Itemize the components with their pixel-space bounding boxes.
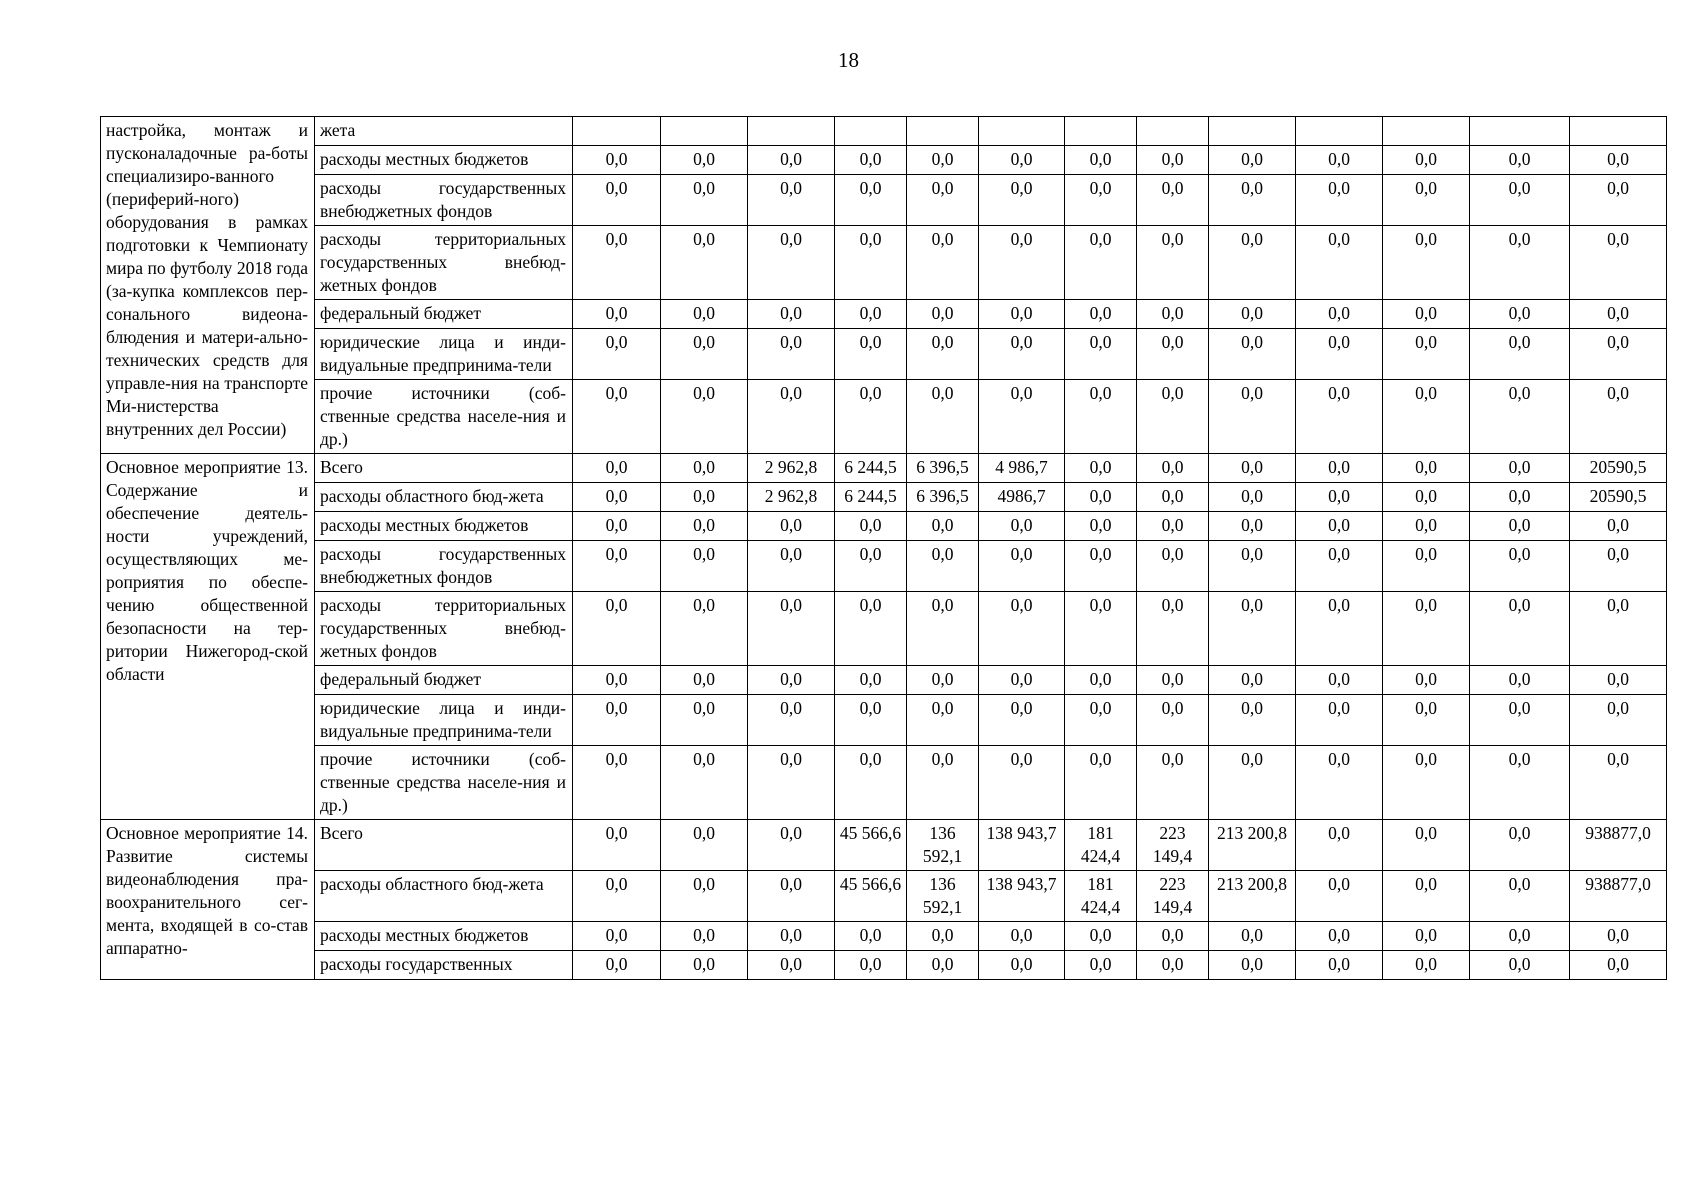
value-cell — [979, 117, 1065, 146]
value-cell: 0,0 — [1383, 226, 1470, 300]
value-cell: 2 962,8 — [748, 483, 835, 512]
table-row — [101, 329, 1667, 380]
value-cell — [1137, 117, 1209, 146]
value-cell: 0,0 — [1209, 541, 1296, 592]
value-cell: 0,0 — [979, 300, 1065, 329]
value-cell: 0,0 — [573, 592, 661, 666]
value-cell: 0,0 — [573, 380, 661, 454]
value-cell: 0,0 — [1383, 666, 1470, 695]
value-cell: 138 943,7 — [979, 820, 1065, 871]
value-cell: 0,0 — [907, 329, 979, 380]
table-row — [101, 746, 1667, 820]
value-cell: 0,0 — [1570, 951, 1667, 980]
table-row — [101, 226, 1667, 300]
funding-source-cell: расходы государственных — [315, 951, 573, 980]
value-cell: 0,0 — [748, 541, 835, 592]
value-cell: 0,0 — [1470, 871, 1570, 922]
value-cell — [1570, 117, 1667, 146]
value-cell: 181 424,4 — [1065, 820, 1137, 871]
value-cell: 0,0 — [979, 951, 1065, 980]
value-cell: 0,0 — [1570, 512, 1667, 541]
value-cell: 0,0 — [748, 746, 835, 820]
value-cell: 0,0 — [1065, 541, 1137, 592]
value-cell: 0,0 — [1383, 175, 1470, 226]
value-cell: 0,0 — [907, 541, 979, 592]
funding-source-cell: расходы областного бюд-жета — [315, 483, 573, 512]
value-cell: 0,0 — [1137, 483, 1209, 512]
value-cell: 0,0 — [661, 695, 748, 746]
value-cell: 4 986,7 — [979, 454, 1065, 483]
value-cell: 0,0 — [1137, 454, 1209, 483]
value-cell: 0,0 — [573, 922, 661, 951]
value-cell: 223 149,4 — [1137, 820, 1209, 871]
value-cell: 0,0 — [661, 329, 748, 380]
value-cell: 0,0 — [1296, 380, 1383, 454]
value-cell: 0,0 — [1470, 820, 1570, 871]
value-cell: 20590,5 — [1570, 483, 1667, 512]
value-cell: 0,0 — [1137, 329, 1209, 380]
value-cell: 0,0 — [1383, 695, 1470, 746]
value-cell: 0,0 — [1137, 592, 1209, 666]
value-cell: 0,0 — [1383, 820, 1470, 871]
value-cell: 0,0 — [1065, 329, 1137, 380]
measure-cell: настройка, монтаж и пусконаладочные ра-боты специализиро-ванного (периферий-ного) оборудования в рамках подготовки к Чемпионату мира по футболу 2018 года (за-купка комплексов пер-сонального видеона-блюдения и матери-ально-технических средств для управле-ния на транспорте Ми-нистерства внутренних дел России) — [101, 117, 315, 454]
value-cell: 0,0 — [748, 380, 835, 454]
table-row — [101, 300, 1667, 329]
value-cell: 0,0 — [661, 512, 748, 541]
funding-source-cell: федеральный бюджет — [315, 666, 573, 695]
value-cell: 0,0 — [661, 380, 748, 454]
value-cell: 223 149,4 — [1137, 871, 1209, 922]
table-row — [101, 951, 1667, 980]
value-cell: 0,0 — [907, 666, 979, 695]
value-cell: 0,0 — [748, 146, 835, 175]
funding-source-cell: расходы территориальных государственных внебюд-жетных фондов — [315, 592, 573, 666]
value-cell: 0,0 — [1209, 695, 1296, 746]
value-cell: 0,0 — [907, 592, 979, 666]
value-cell: 0,0 — [1137, 175, 1209, 226]
value-cell: 0,0 — [835, 226, 907, 300]
value-cell: 0,0 — [1296, 483, 1383, 512]
value-cell: 0,0 — [661, 300, 748, 329]
value-cell: 0,0 — [661, 746, 748, 820]
value-cell: 0,0 — [573, 746, 661, 820]
value-cell: 0,0 — [835, 329, 907, 380]
funding-source-cell: прочие источники (соб-ственные средства населе-ния и др.) — [315, 380, 573, 454]
value-cell: 0,0 — [1137, 380, 1209, 454]
funding-source-cell: расходы местных бюджетов — [315, 922, 573, 951]
value-cell: 0,0 — [573, 329, 661, 380]
value-cell: 0,0 — [979, 329, 1065, 380]
value-cell: 938877,0 — [1570, 871, 1667, 922]
value-cell: 0,0 — [1570, 329, 1667, 380]
value-cell: 0,0 — [1209, 175, 1296, 226]
value-cell: 0,0 — [1570, 746, 1667, 820]
value-cell: 0,0 — [979, 226, 1065, 300]
value-cell: 0,0 — [979, 175, 1065, 226]
table-row — [101, 117, 1667, 146]
value-cell: 0,0 — [907, 512, 979, 541]
table-row — [101, 592, 1667, 666]
value-cell: 136 592,1 — [907, 871, 979, 922]
value-cell: 0,0 — [661, 483, 748, 512]
table-row — [101, 541, 1667, 592]
value-cell: 0,0 — [1383, 512, 1470, 541]
funding-source-cell: расходы местных бюджетов — [315, 512, 573, 541]
value-cell: 0,0 — [748, 226, 835, 300]
value-cell: 6 396,5 — [907, 454, 979, 483]
value-cell: 0,0 — [1209, 666, 1296, 695]
value-cell: 0,0 — [907, 226, 979, 300]
value-cell: 0,0 — [573, 541, 661, 592]
value-cell: 0,0 — [1065, 951, 1137, 980]
value-cell: 0,0 — [1383, 329, 1470, 380]
table-row — [101, 695, 1667, 746]
value-cell: 0,0 — [979, 541, 1065, 592]
value-cell: 6 244,5 — [835, 483, 907, 512]
table-row — [101, 380, 1667, 454]
funding-source-cell: жета — [315, 117, 573, 146]
value-cell: 0,0 — [1065, 454, 1137, 483]
value-cell: 0,0 — [835, 512, 907, 541]
value-cell: 0,0 — [1570, 922, 1667, 951]
value-cell: 0,0 — [835, 175, 907, 226]
value-cell: 0,0 — [1209, 746, 1296, 820]
value-cell: 0,0 — [661, 871, 748, 922]
value-cell: 0,0 — [979, 512, 1065, 541]
value-cell: 0,0 — [1296, 666, 1383, 695]
value-cell: 0,0 — [1570, 300, 1667, 329]
value-cell: 0,0 — [1470, 380, 1570, 454]
value-cell: 0,0 — [1296, 454, 1383, 483]
value-cell: 213 200,8 — [1209, 871, 1296, 922]
value-cell: 0,0 — [979, 380, 1065, 454]
value-cell: 0,0 — [979, 592, 1065, 666]
value-cell: 0,0 — [1383, 380, 1470, 454]
value-cell: 0,0 — [748, 922, 835, 951]
value-cell: 0,0 — [1296, 512, 1383, 541]
value-cell — [1065, 117, 1137, 146]
value-cell: 0,0 — [1065, 483, 1137, 512]
value-cell: 0,0 — [1209, 329, 1296, 380]
table-row — [101, 146, 1667, 175]
value-cell: 6 244,5 — [835, 454, 907, 483]
value-cell: 0,0 — [1470, 695, 1570, 746]
table-body — [101, 117, 1667, 980]
value-cell: 0,0 — [1296, 541, 1383, 592]
value-cell: 0,0 — [1296, 146, 1383, 175]
value-cell: 0,0 — [1296, 226, 1383, 300]
value-cell: 4986,7 — [979, 483, 1065, 512]
value-cell: 0,0 — [1470, 922, 1570, 951]
value-cell — [748, 117, 835, 146]
value-cell: 0,0 — [573, 820, 661, 871]
value-cell — [1470, 117, 1570, 146]
value-cell: 0,0 — [835, 746, 907, 820]
value-cell: 0,0 — [1137, 226, 1209, 300]
value-cell: 0,0 — [573, 951, 661, 980]
value-cell: 0,0 — [1470, 746, 1570, 820]
value-cell: 0,0 — [1570, 592, 1667, 666]
value-cell: 0,0 — [1383, 746, 1470, 820]
value-cell: 0,0 — [573, 454, 661, 483]
value-cell: 0,0 — [1470, 175, 1570, 226]
value-cell: 0,0 — [1383, 146, 1470, 175]
value-cell: 0,0 — [1570, 666, 1667, 695]
value-cell: 0,0 — [1209, 922, 1296, 951]
value-cell: 0,0 — [1383, 483, 1470, 512]
value-cell: 0,0 — [661, 146, 748, 175]
value-cell: 0,0 — [1137, 541, 1209, 592]
value-cell: 0,0 — [979, 746, 1065, 820]
value-cell: 0,0 — [907, 922, 979, 951]
value-cell: 0,0 — [1065, 300, 1137, 329]
value-cell: 0,0 — [661, 454, 748, 483]
funding-source-cell: юридические лица и инди-видуальные предпринима-тели — [315, 329, 573, 380]
table-row — [101, 454, 1667, 483]
value-cell: 0,0 — [835, 380, 907, 454]
value-cell: 0,0 — [1383, 592, 1470, 666]
value-cell: 0,0 — [1470, 512, 1570, 541]
value-cell: 0,0 — [907, 146, 979, 175]
value-cell: 0,0 — [748, 820, 835, 871]
value-cell: 0,0 — [835, 300, 907, 329]
value-cell: 0,0 — [1296, 592, 1383, 666]
value-cell: 0,0 — [1137, 951, 1209, 980]
value-cell: 0,0 — [1470, 483, 1570, 512]
value-cell: 0,0 — [661, 922, 748, 951]
value-cell: 0,0 — [748, 300, 835, 329]
table-row — [101, 483, 1667, 512]
value-cell: 0,0 — [573, 666, 661, 695]
table-row — [101, 666, 1667, 695]
value-cell: 0,0 — [1470, 300, 1570, 329]
funding-source-cell: юридические лица и инди-видуальные предпринима-тели — [315, 695, 573, 746]
value-cell: 213 200,8 — [1209, 820, 1296, 871]
budget-table — [100, 116, 1667, 980]
value-cell: 0,0 — [748, 512, 835, 541]
value-cell: 0,0 — [1383, 541, 1470, 592]
value-cell: 2 962,8 — [748, 454, 835, 483]
value-cell: 0,0 — [1570, 175, 1667, 226]
value-cell: 0,0 — [1065, 226, 1137, 300]
value-cell — [1383, 117, 1470, 146]
page-number: 18 — [838, 48, 859, 72]
value-cell: 0,0 — [1209, 592, 1296, 666]
value-cell: 0,0 — [1065, 380, 1137, 454]
value-cell: 0,0 — [1470, 146, 1570, 175]
value-cell: 0,0 — [1296, 871, 1383, 922]
value-cell: 0,0 — [979, 666, 1065, 695]
value-cell: 0,0 — [1065, 922, 1137, 951]
value-cell: 138 943,7 — [979, 871, 1065, 922]
value-cell: 0,0 — [1470, 666, 1570, 695]
value-cell — [835, 117, 907, 146]
value-cell: 0,0 — [573, 300, 661, 329]
funding-source-cell: расходы территориальных государственных внебюд-жетных фондов — [315, 226, 573, 300]
measure-cell: Основное мероприятие 14. Развитие системы видеонаблюдения пра-воохранительного сег-мента, входящей в со-став аппаратно- — [101, 820, 315, 980]
value-cell: 0,0 — [979, 922, 1065, 951]
value-cell: 0,0 — [1383, 454, 1470, 483]
value-cell: 0,0 — [1296, 746, 1383, 820]
value-cell: 0,0 — [1296, 820, 1383, 871]
value-cell: 6 396,5 — [907, 483, 979, 512]
value-cell: 0,0 — [1137, 746, 1209, 820]
value-cell: 0,0 — [661, 951, 748, 980]
value-cell: 0,0 — [907, 300, 979, 329]
value-cell: 20590,5 — [1570, 454, 1667, 483]
value-cell: 0,0 — [1296, 951, 1383, 980]
value-cell: 0,0 — [907, 380, 979, 454]
value-cell: 0,0 — [907, 695, 979, 746]
value-cell: 0,0 — [1570, 541, 1667, 592]
value-cell: 0,0 — [835, 922, 907, 951]
value-cell: 0,0 — [835, 695, 907, 746]
value-cell — [661, 117, 748, 146]
funding-source-cell: прочие источники (соб-ственные средства населе-ния и др.) — [315, 746, 573, 820]
value-cell: 938877,0 — [1570, 820, 1667, 871]
value-cell: 0,0 — [907, 746, 979, 820]
value-cell: 0,0 — [1470, 951, 1570, 980]
table-row — [101, 512, 1667, 541]
value-cell: 0,0 — [907, 175, 979, 226]
value-cell: 0,0 — [661, 592, 748, 666]
value-cell: 0,0 — [1065, 146, 1137, 175]
funding-source-cell: расходы областного бюд-жета — [315, 871, 573, 922]
value-cell: 0,0 — [573, 695, 661, 746]
value-cell: 0,0 — [748, 871, 835, 922]
value-cell: 0,0 — [748, 329, 835, 380]
value-cell: 0,0 — [748, 666, 835, 695]
funding-source-cell: расходы местных бюджетов — [315, 146, 573, 175]
value-cell: 0,0 — [1296, 300, 1383, 329]
value-cell: 0,0 — [1296, 922, 1383, 951]
value-cell: 0,0 — [1065, 175, 1137, 226]
value-cell — [1296, 117, 1383, 146]
value-cell: 0,0 — [1209, 454, 1296, 483]
value-cell: 0,0 — [1470, 329, 1570, 380]
value-cell: 0,0 — [835, 541, 907, 592]
value-cell: 0,0 — [1570, 695, 1667, 746]
value-cell: 0,0 — [1209, 380, 1296, 454]
value-cell: 0,0 — [748, 592, 835, 666]
value-cell: 0,0 — [1470, 541, 1570, 592]
funding-source-cell: расходы государственных внебюджетных фондов — [315, 541, 573, 592]
value-cell: 0,0 — [1470, 592, 1570, 666]
funding-source-cell: федеральный бюджет — [315, 300, 573, 329]
funding-source-cell: Всего — [315, 454, 573, 483]
value-cell: 0,0 — [1383, 922, 1470, 951]
value-cell — [1209, 117, 1296, 146]
value-cell: 0,0 — [1209, 226, 1296, 300]
value-cell: 0,0 — [1570, 380, 1667, 454]
value-cell: 0,0 — [1137, 666, 1209, 695]
value-cell: 0,0 — [1137, 146, 1209, 175]
value-cell: 0,0 — [748, 951, 835, 980]
value-cell: 0,0 — [1137, 300, 1209, 329]
table-row — [101, 922, 1667, 951]
value-cell: 0,0 — [1137, 512, 1209, 541]
value-cell: 0,0 — [1209, 512, 1296, 541]
value-cell: 0,0 — [661, 820, 748, 871]
value-cell: 0,0 — [835, 951, 907, 980]
value-cell: 0,0 — [1570, 146, 1667, 175]
value-cell: 0,0 — [1065, 512, 1137, 541]
funding-source-cell: Всего — [315, 820, 573, 871]
value-cell: 0,0 — [573, 146, 661, 175]
value-cell: 0,0 — [573, 871, 661, 922]
value-cell: 0,0 — [1137, 695, 1209, 746]
value-cell: 0,0 — [835, 666, 907, 695]
value-cell: 0,0 — [979, 695, 1065, 746]
value-cell: 0,0 — [1209, 483, 1296, 512]
measure-cell: Основное мероприятие 13. Содержание и обеспечение деятель-ности учреждений, осуществляющих ме-роприятия по обеспе-чению общественной безопасности на тер-ритории Нижегород-ской области — [101, 454, 315, 820]
value-cell: 0,0 — [573, 483, 661, 512]
value-cell: 45 566,6 — [835, 871, 907, 922]
value-cell: 0,0 — [573, 226, 661, 300]
value-cell: 0,0 — [1570, 226, 1667, 300]
value-cell: 0,0 — [1209, 146, 1296, 175]
value-cell: 0,0 — [661, 175, 748, 226]
value-cell: 0,0 — [835, 592, 907, 666]
value-cell: 0,0 — [748, 695, 835, 746]
value-cell: 0,0 — [979, 146, 1065, 175]
value-cell: 0,0 — [835, 146, 907, 175]
value-cell: 0,0 — [661, 226, 748, 300]
value-cell: 0,0 — [1209, 300, 1296, 329]
value-cell: 0,0 — [661, 666, 748, 695]
table-row — [101, 820, 1667, 871]
value-cell: 0,0 — [573, 175, 661, 226]
value-cell: 0,0 — [573, 512, 661, 541]
value-cell: 136 592,1 — [907, 820, 979, 871]
value-cell: 0,0 — [1065, 746, 1137, 820]
value-cell: 0,0 — [661, 541, 748, 592]
value-cell — [907, 117, 979, 146]
value-cell: 0,0 — [1065, 695, 1137, 746]
value-cell: 0,0 — [1065, 592, 1137, 666]
value-cell: 0,0 — [1296, 175, 1383, 226]
table-row — [101, 175, 1667, 226]
value-cell: 45 566,6 — [835, 820, 907, 871]
table-row — [101, 871, 1667, 922]
funding-source-cell: расходы государственных внебюджетных фондов — [315, 175, 573, 226]
value-cell — [573, 117, 661, 146]
value-cell: 0,0 — [1383, 871, 1470, 922]
value-cell: 0,0 — [1383, 300, 1470, 329]
value-cell: 0,0 — [1470, 226, 1570, 300]
value-cell: 0,0 — [907, 951, 979, 980]
value-cell: 0,0 — [748, 175, 835, 226]
value-cell: 0,0 — [1296, 329, 1383, 380]
value-cell: 0,0 — [1065, 666, 1137, 695]
value-cell: 181 424,4 — [1065, 871, 1137, 922]
value-cell: 0,0 — [1296, 695, 1383, 746]
value-cell: 0,0 — [1209, 951, 1296, 980]
value-cell: 0,0 — [1470, 454, 1570, 483]
value-cell: 0,0 — [1383, 951, 1470, 980]
value-cell: 0,0 — [1137, 922, 1209, 951]
